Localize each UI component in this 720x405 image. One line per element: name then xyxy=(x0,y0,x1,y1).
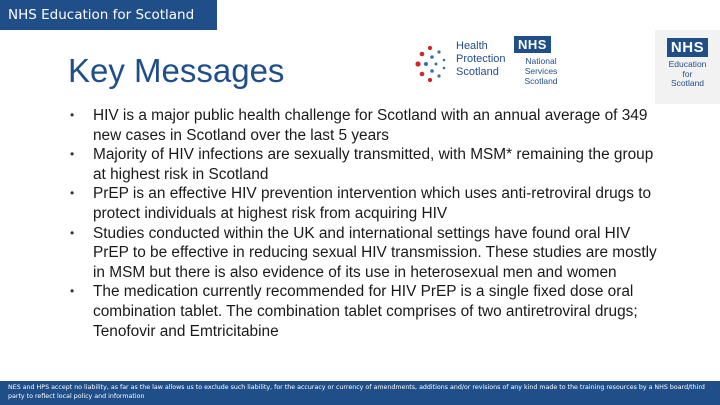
org-name: NHS Education for Scotland xyxy=(8,7,195,23)
hps-logo xyxy=(412,34,508,98)
list-item xyxy=(70,224,660,283)
list-item xyxy=(70,184,660,223)
list-item xyxy=(70,282,660,341)
bullet: • xyxy=(70,284,75,299)
list-item xyxy=(70,145,660,184)
message-text: HIV is a major public health challenge for Scotland with an annual average of 349 new cases in Scotland over the last 5 years xyxy=(93,107,648,144)
nss-logo-text: National Services Scotland xyxy=(524,56,558,86)
disclaimer-text: NES and HPS accept no liability, as far as the law allows us to exclude such liability, for the accuracy or currency of amendments, additions and/or revisions of any kind made to the training resources by a NHS board/third party to reflect local policy and information xyxy=(8,384,705,400)
hps-dots-icon xyxy=(412,42,452,86)
hps-logo-text: Health Protection Scotland xyxy=(456,40,506,78)
nhs-mark: NHS xyxy=(667,38,708,57)
nes-logo xyxy=(655,30,720,104)
bullet: • xyxy=(70,147,75,162)
message-text: The medication currently recommended for HIV PrEP is a single fixed dose oral combination tablet. The combination tablet comprises of two antiretroviral drugs; Tenofovir and Emtricitabine xyxy=(93,283,638,340)
bullet: • xyxy=(70,225,75,240)
nes-logo-text: Education for Scotland xyxy=(668,59,707,88)
bullet: • xyxy=(70,186,75,201)
key-messages-list xyxy=(70,106,660,341)
nhs-mark: NHS xyxy=(514,36,551,53)
message-text: Majority of HIV infections are sexually transmitted, with MSM* remaining the group at highest risk in Scotland xyxy=(93,146,654,183)
list-item xyxy=(70,106,660,145)
message-text: Studies conducted within the UK and international settings have found oral HIV PrEP to be effective in reducing sexual HIV transmission. These studies are mostly in MSM but there is also evidence of its use in heterosexual men and women xyxy=(93,224,657,281)
message-text: PrEP is an effective HIV prevention intervention which uses anti-retroviral drugs to protect individuals at highest risk from acquiring HIV xyxy=(93,185,652,222)
bullet: • xyxy=(70,108,75,122)
disclaimer-footer xyxy=(0,381,720,405)
nss-logo xyxy=(514,36,568,86)
org-banner xyxy=(0,0,217,30)
slide-title: Key Messages xyxy=(68,52,285,89)
